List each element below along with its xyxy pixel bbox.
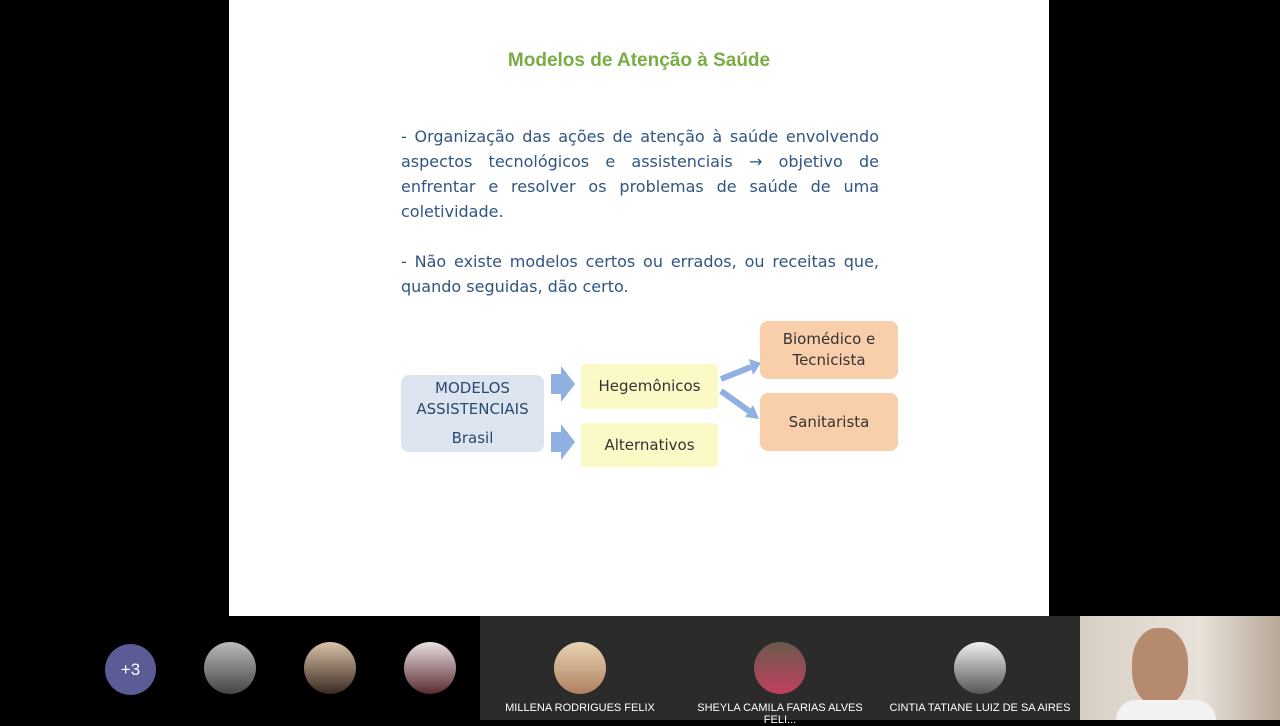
participant-name: CINTIA TATIANE LUIZ DE SA AIRES — [889, 702, 1071, 714]
participant-avatar[interactable] — [304, 642, 356, 694]
participant-avatar — [954, 642, 1006, 694]
participant-avatar — [754, 642, 806, 694]
participant-name: MILLENA RODRIGUES FELIX — [505, 702, 655, 714]
speaker-face — [1132, 628, 1188, 706]
sanitarista-box: Sanitarista — [760, 393, 898, 451]
participant-avatar[interactable] — [404, 642, 456, 694]
participant-tile[interactable] — [680, 616, 880, 726]
slide-paragraph: - Organização das ações de atenção à saúde envolvendo aspectos tecnológicos e assistenciais → objetivo de enfrentar e resolver os problemas de saúde de uma coletividade. — [401, 127, 879, 221]
diagram-arrows-icon — [551, 366, 577, 462]
participant-tile[interactable] — [880, 616, 1080, 720]
presentation-slide — [229, 0, 1049, 616]
biomedico-label: Biomédico e — [782, 330, 876, 348]
biomedico-box — [760, 321, 898, 379]
diagram-root-box — [401, 375, 544, 452]
biomedico-label: Tecnicista — [792, 351, 866, 369]
participant-avatar[interactable] — [204, 642, 256, 694]
participant-name: SHEYLA CAMILA FARIAS ALVES FELI... — [697, 702, 863, 726]
speaker-shirt — [1116, 700, 1216, 720]
slide-paragraph: - Não existe modelos certos ou errados, ou receitas que, quando seguidas, dão certo. — [401, 252, 879, 296]
hegemonicos-box: Hegemônicos — [581, 364, 718, 409]
branch-arrows-icon — [719, 355, 763, 425]
alternativos-box: Alternativos — [581, 423, 718, 467]
participant-tile[interactable] — [480, 616, 680, 720]
speaker-video[interactable] — [1080, 616, 1280, 720]
participant-avatar — [554, 642, 606, 694]
slide-title: Modelos de Atenção à Saúde — [507, 50, 771, 71]
more-participants-button[interactable]: +3 — [105, 644, 156, 695]
root-label: ASSISTENCIAIS — [416, 400, 529, 418]
root-label: MODELOS — [435, 379, 510, 397]
root-label: Brasil — [451, 429, 494, 447]
